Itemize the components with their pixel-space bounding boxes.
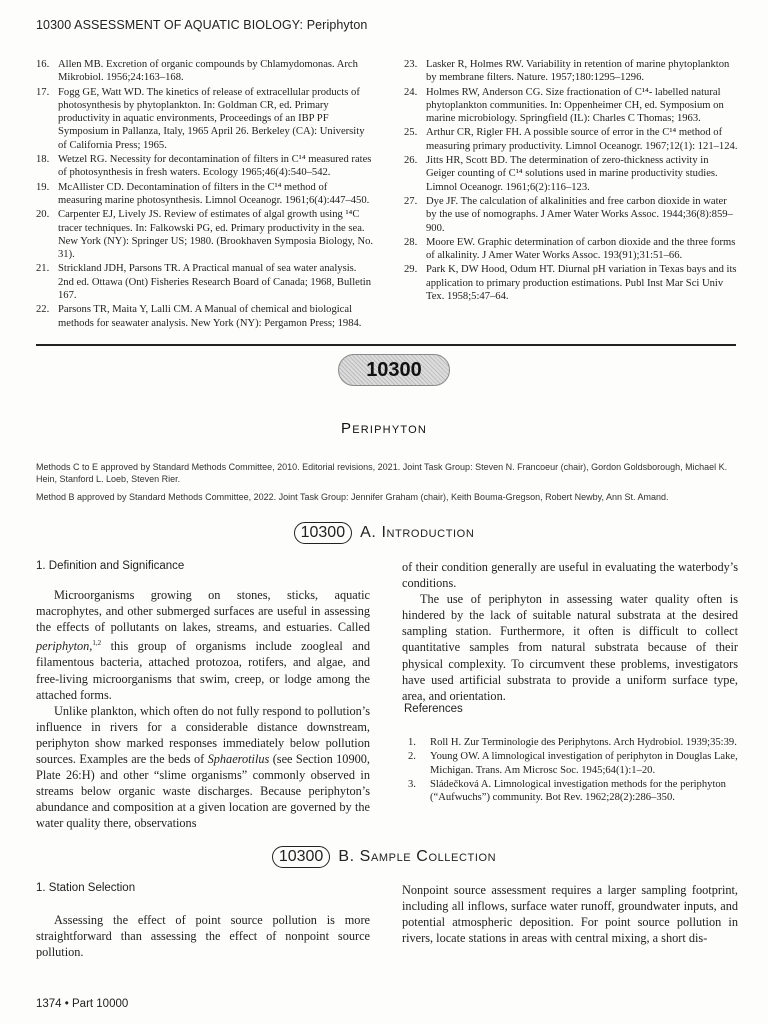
reference-text: Carpenter EJ, Lively JS. Review of estimates of algal growth using ¹⁴C tracer techniques. In: Falkowski PG, ed. Primary productivity in the sea. New York (NY): Springer US; 1980. (Brookhaven Symposia Biology, No. 31). xyxy=(58,209,374,261)
section-number-badge: 10300 xyxy=(338,354,450,386)
part-a-heading xyxy=(0,522,768,544)
reference-item xyxy=(404,236,738,263)
plankton-text-1: Unlike plankton, which often do not fully respond to pollution’s influence in rivers for a considerable distance downstream, periphyton show marked responses immediately below pollution sources. Examples are the beds of xyxy=(36,703,370,767)
reference-text: Sládečková A. Limnological investigation methods for the periphyton (“Aufwuchs”) community. Bot Rev. 1962;28(2):286–350. xyxy=(430,778,726,804)
reference-number: 3. xyxy=(408,778,416,790)
reference-text: Arthur CR, Rigler FH. A possible source of error in the C¹⁴ method of measuring primary productivity. Limnol Oceanogr. 1967;12(1): 121–124. xyxy=(426,127,738,152)
reference-number: 21. xyxy=(36,263,50,275)
reference-text: McAllister CD. Decontamination of filters in the C¹⁴ method of measuring marine photosynthesis. Limnol Oceanogr. 1961;6(4):447–450. xyxy=(58,181,370,206)
definition-text-2: this group of organisms include zoogleal and filamentous bacteria, attached protozoa, rotifers, and algae, and free-living microorganisms that swim, creep, or lodge among the attached forms. xyxy=(36,639,370,702)
part-b-heading xyxy=(0,846,768,868)
reference-item xyxy=(404,58,738,85)
reference-item xyxy=(404,126,738,153)
reference-text: Dye JF. The calculation of alkalinities and free carbon dioxide in water by the use of nomographs. J Amer Water Works Assoc. 1944;36(8):859–900. xyxy=(426,195,733,234)
prev-references-right xyxy=(404,58,738,304)
periphyton-term: periphyton, xyxy=(36,639,93,654)
part-a-right-text xyxy=(402,559,738,704)
reference-item xyxy=(408,750,738,777)
sphaerotilus-term: Sphaerotilus xyxy=(207,752,270,767)
reference-number: 22. xyxy=(36,304,50,316)
approval-note-2: Method B approved by Standard Methods Committee, 2022. Joint Task Group: Jennifer Graham (chair), Keith Bouma-Gregson, Robert Newby, Ann St. Amand. xyxy=(36,492,669,502)
reference-number: 18. xyxy=(36,154,50,166)
prev-references-left xyxy=(36,58,374,331)
part-a-pill: 10300 xyxy=(294,522,353,544)
reference-item xyxy=(404,154,738,194)
reference-text: Lasker R, Holmes RW. Variability in retention of marine phytoplankton by membrane filters. Nature. 1957;180:1295–1296. xyxy=(426,59,730,84)
part-a-title: A. Introduction xyxy=(360,524,475,541)
approval-note-1: Methods C to E approved by Standard Methods Committee, 2010. Editorial revisions, 2021. Joint Task Group: Steven N. Francoeur (chair), Gordon Goldsborough, Michael K. Hein, Stanford L. Loeb, Steven Rier. xyxy=(36,462,728,484)
reference-number: 25. xyxy=(404,127,418,139)
reference-number: 28. xyxy=(404,236,418,248)
running-head: 10300 ASSESSMENT OF AQUATIC BIOLOGY: Periphyton xyxy=(36,18,368,32)
reference-item xyxy=(36,262,374,302)
reference-text: Moore EW. Graphic determination of carbon dioxide and the three forms of alkalinity. J Amer Water Works Assoc. 193(91);31:51–66. xyxy=(426,236,736,262)
reference-item xyxy=(404,263,738,303)
reference-text: Parsons TR, Maita Y, Lalli CM. A Manual of chemical and biological methods for seawater analysis. New York (NY): Pergamon Press; 1984. xyxy=(58,304,362,329)
reference-text: Wetzel RG. Necessity for decontamination of filters in C¹⁴ measured rates of photosynthesis in fresh waters. Ecology 1965;46(4):540–542. xyxy=(58,154,372,179)
paragraph-definition xyxy=(36,587,370,703)
page-folio: 1374 • Part 10000 xyxy=(36,998,129,1010)
paragraph-plankton xyxy=(36,703,370,832)
reference-number: 1. xyxy=(408,737,416,748)
reference-number: 23. xyxy=(404,59,418,70)
reference-item xyxy=(404,195,738,235)
reference-item xyxy=(36,303,374,330)
part-b-pill: 10300 xyxy=(272,846,331,868)
reference-item xyxy=(408,736,738,749)
reference-item xyxy=(36,58,374,85)
reference-number: 29. xyxy=(404,264,418,276)
reference-item xyxy=(36,153,374,180)
section-rule xyxy=(36,344,736,346)
part-b-right-text xyxy=(402,882,738,946)
reference-text: Holmes RW, Anderson CG. Size fractionation of C¹⁴- labelled natural phytoplankton communities. In: Oppenheimer CH, ed. Symposium on marine microbiology. Springfield (IL): Charles C Thomas; 1963. xyxy=(426,86,724,125)
part-b-title: B. Sample Collection xyxy=(338,848,497,865)
reference-text: Roll H. Zur Terminologie des Periphytons. Arch Hydrobiol. 1939;35:39. xyxy=(430,737,737,748)
section-title: Periphyton xyxy=(341,420,427,437)
definition-text-1: Microorganisms growing on stones, sticks, aquatic macrophytes, and other submerged surfaces are useful in assessing the effects of pollutants on lakes, streams, and estuaries. Called xyxy=(36,588,370,635)
reference-text: Fogg GE, Watt WD. The kinetics of release of extracellular products of photosynthesis by phytoplankton. In: Goldman CR, ed. Primary productivity in aquatic environments, Proceedings of an IBP PF Symposium in Pallanza, Italy, 1965 April 26. Berkeley (CA): University of California Press; 1965. xyxy=(58,86,365,151)
reference-text: Allen MB. Excretion of organic compounds by Chlamydomonas. Arch Mikrobiol. 1956;24:163–168. xyxy=(58,59,358,84)
reference-item xyxy=(404,86,738,126)
reference-item xyxy=(36,208,374,261)
part-a-left-text xyxy=(36,587,370,832)
reference-number: 24. xyxy=(404,86,418,98)
reference-number: 26. xyxy=(404,155,418,167)
reference-item xyxy=(36,181,374,208)
part-a-references xyxy=(408,736,738,805)
reference-number: 16. xyxy=(36,59,50,70)
reference-number: 2. xyxy=(408,751,416,763)
citation-sup: 1,2 xyxy=(92,639,102,648)
part-b-left-text xyxy=(36,912,370,960)
reference-text: Jitts HR, Scott BD. The determination of zero-thickness activity in Geiger counting of C¹⁴ solutions used in marine productivity studies. Limnol Oceanogr. 1961;6(2):116–123. xyxy=(426,155,718,193)
references-heading: References xyxy=(404,703,463,715)
reference-number: 27. xyxy=(404,195,418,207)
reference-number: 19. xyxy=(36,181,50,193)
reference-item xyxy=(408,778,738,805)
paragraph-nonpoint: Nonpoint source assessment requires a larger sampling footprint, including all inflows, surface water runoff, groundwater inputs, and potential atmospheric deposition. For point source pollution in rivers, locate stations in areas with central mixing, a short dis- xyxy=(402,883,738,946)
paragraph-continuation: of their condition generally are useful in evaluating the waterbody’s conditions. xyxy=(402,560,738,591)
reference-text: Strickland JDH, Parsons TR. A Practical manual of sea water analysis. 2nd ed. Ottawa (Ont) Fisheries Research Board of Canada; 1968, Bulletin 167. xyxy=(58,263,372,302)
plankton-text-2: (see Section 10900, Plate 26:H) and other “slime organisms” commonly observed in streams below organic waste discharges. Because periphyton’s abundance and composition at a given location are governed by the water quality there, observations xyxy=(36,752,370,831)
paragraph-point-source: Assessing the effect of point source pollution is more straightforward than assessing the effect of nonpoint source pollution. xyxy=(36,913,370,960)
reference-number: 20. xyxy=(36,209,50,221)
part-b-subheading: 1. Station Selection xyxy=(36,882,136,894)
reference-text: Park K, DW Hood, Odum HT. Diurnal pH variation in Texas bays and its application to primary production estimations. Publ Inst Mar Sci Univ Tex. 1958;5:47–64. xyxy=(426,264,737,303)
reference-item xyxy=(36,86,374,152)
paragraph-substrata: The use of periphyton in assessing water quality often is hindered by the lack of suitable natural substrata at the desired sampling station. Furthermore, it often is difficult to collect quantitative samples from natural substrata because of their physical complexity. To circumvent these problems, investigators have used artificial substrata to provide a uniform surface type, area, and orientation. xyxy=(402,592,738,703)
part-a-subheading: 1. Definition and Significance xyxy=(36,560,185,572)
reference-number: 17. xyxy=(36,86,50,98)
reference-text: Young OW. A limnological investigation of periphyton in Douglas Lake, Michigan. Trans. Am Microsc Soc. 1945;64(1):1–20. xyxy=(430,751,738,776)
